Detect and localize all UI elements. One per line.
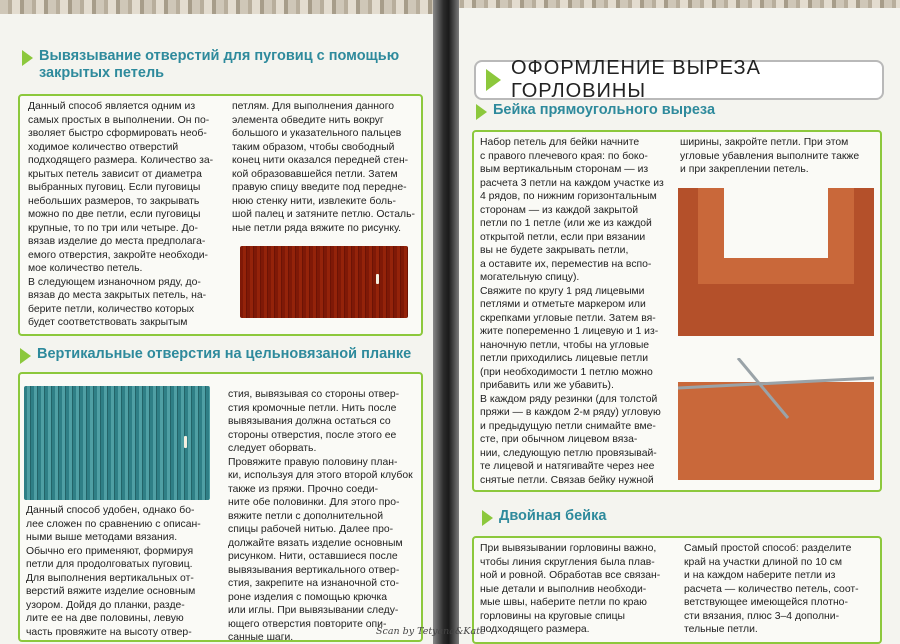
body-text-col1: Набор петель для бейки начните с правого плечевого края: по боко- вым вертикальным сторонам — из расчета 3 петли на каждом участке из 4 рядов, по нижним горизонтальным сторонам — из каждой закрытой петли по 1 петле (или же из каждой открытой петли, если при вязании вы не будете закрывать петли, а оставите их, переместив на вспо- могательную спицу). Свяжите по кругу 1 ряд лицевыми петлями и отметьте маркером или скрепками угловые петли. Затем вя- жите попеременно 1 лицевую и 1 из- наночную петли, чтобы на угловые петли приходились лицевые петли (при необходимости 1 петлю можно прибавить или же убавить). В каждом ряду резинки (для толстой пряжи — в каждом 2-м ряду) угловую и предыдущую петли снимайте вме- сте, при обычном лицевом вяза- нии, следующую петлю провязывай- те лицевой и натягивайте через нее снятые петли. Связав бейку нужной xyxy=(480,137,664,486)
section-buttonhole-closed-loops-heading xyxy=(22,48,402,82)
square-neckline-image xyxy=(678,188,874,336)
body-text-col1: При вывязывании горловины важно, чтобы линия скругления была плав- ной и ровной. Обработав все связан- ные детали и выполнив необходи- мые швы, наберите петли по краю горловины на круговые спицы подходящего размера. xyxy=(480,543,661,635)
left-page xyxy=(0,14,441,644)
chapter-title-banner xyxy=(474,57,884,102)
section-rectangular-neck-heading xyxy=(476,102,776,120)
section-title: Вывязывание отверстий для пуговиц с помощью закрытых петель xyxy=(39,48,400,81)
knit-swatch-image xyxy=(240,246,408,318)
body-text-col2: петлям. Для выполнения данного элемента обведите нить вокруг большого и указательного пальцев таким образом, чтобы свободный конец нити оказался передней стен- кой образовавшейся петли. Затем правую спицу введите под передне- нюю стенку нити, извлеките боль- шой палец и затяните петлю. Осталь- ные петли ряда вяжите по рисунку. xyxy=(232,101,415,234)
section-title: Бейка прямоугольного выреза xyxy=(493,102,716,118)
body-text-col2: стия, вывязывая со стороны отвер- стия кромочные петли. Нить после вывязывания должна остаться со стороны отверстия, после этого ее следует оборвать. Провяжите правую половину план- ки, используя для этого второй клубок также из пряжи. Прочно соеди- ните обе половинки. Для этого про- вяжите петли с дополнительной спицы рабочей нитью. Далее про- должайте вязать изделие основным рисунком. Нити, оставшиеся после вывязывания вертикального отвер- стия, закрепите на изнаночной сто- роне изделия с помощью крючка или иглы. При вывязывании следу- ющего отверстия повторите опи- санные шаги. xyxy=(228,389,413,643)
green-arrow-icon xyxy=(482,510,493,526)
section-title: Вертикальные отверстия на цельновязаной планке xyxy=(37,346,412,362)
green-arrow-icon xyxy=(476,104,487,120)
scan-credit: Scan by Tetyana&Kate xyxy=(376,626,486,637)
section-vertical-holes-heading xyxy=(20,346,420,364)
buttonhole-mark xyxy=(376,274,379,284)
body-text-col2: Самый простой способ: разделите край на участки длиной по 10 см и на каждом наберите петли из расчета — количество петель, соот- ветствующее имеющейся плотно- сти вязания, плюс 3–4 дополни- тельные петли. xyxy=(684,543,859,635)
book-spine xyxy=(433,0,459,644)
body-text-col1: Данный способ является одним из самых простых в выполнении. Он по- зволяет быстро сформировать необ- ходимое количество отверстий подходящего размера. Количество за- крытых петель зависит от диаметра выбранных пуговиц. Если пуговицы небольших размеров, то закрывать можно по две петли, если пуговицы крупные, то по три или четыре. До- вязав изделие до места предполага- емого отверстия, закройте необходи- мое количество петель. В следующем изнаночном ряду, до- вязав до места закрытых петель, на- берите петли, количество которых будет соответствовать закрытым xyxy=(28,101,214,328)
right-page xyxy=(452,8,900,644)
chapter-title: ОФОРМЛЕНИЕ ВЫРЕЗА ГОРЛОВИНЫ xyxy=(511,57,761,102)
green-arrow-icon xyxy=(486,69,501,91)
knit-swatch-image xyxy=(24,386,210,500)
green-arrow-icon xyxy=(20,348,31,364)
section-title: Двойная бейка xyxy=(499,508,607,524)
body-text-col1: Данный способ удобен, однако бо- лее сложен по сравнению с описан- ными выше методами вязания. Обычно его применяют, формируя петли для продолговатых пуговиц. Для выполнения вертикальных от- верстий вяжите изделие основным узором. Дойдя до планки, разде- лите ее на две половины, левую часть провяжите на высоту отвер- xyxy=(26,505,201,638)
ribbing-needles-image xyxy=(678,358,874,480)
body-text-col2: ширины, закройте петли. При этом угловые убавления выполните также и при закреплении петель. xyxy=(680,137,860,175)
green-arrow-icon xyxy=(22,50,33,66)
section-double-band-heading xyxy=(482,508,682,526)
vertical-buttonhole-mark xyxy=(184,436,187,448)
